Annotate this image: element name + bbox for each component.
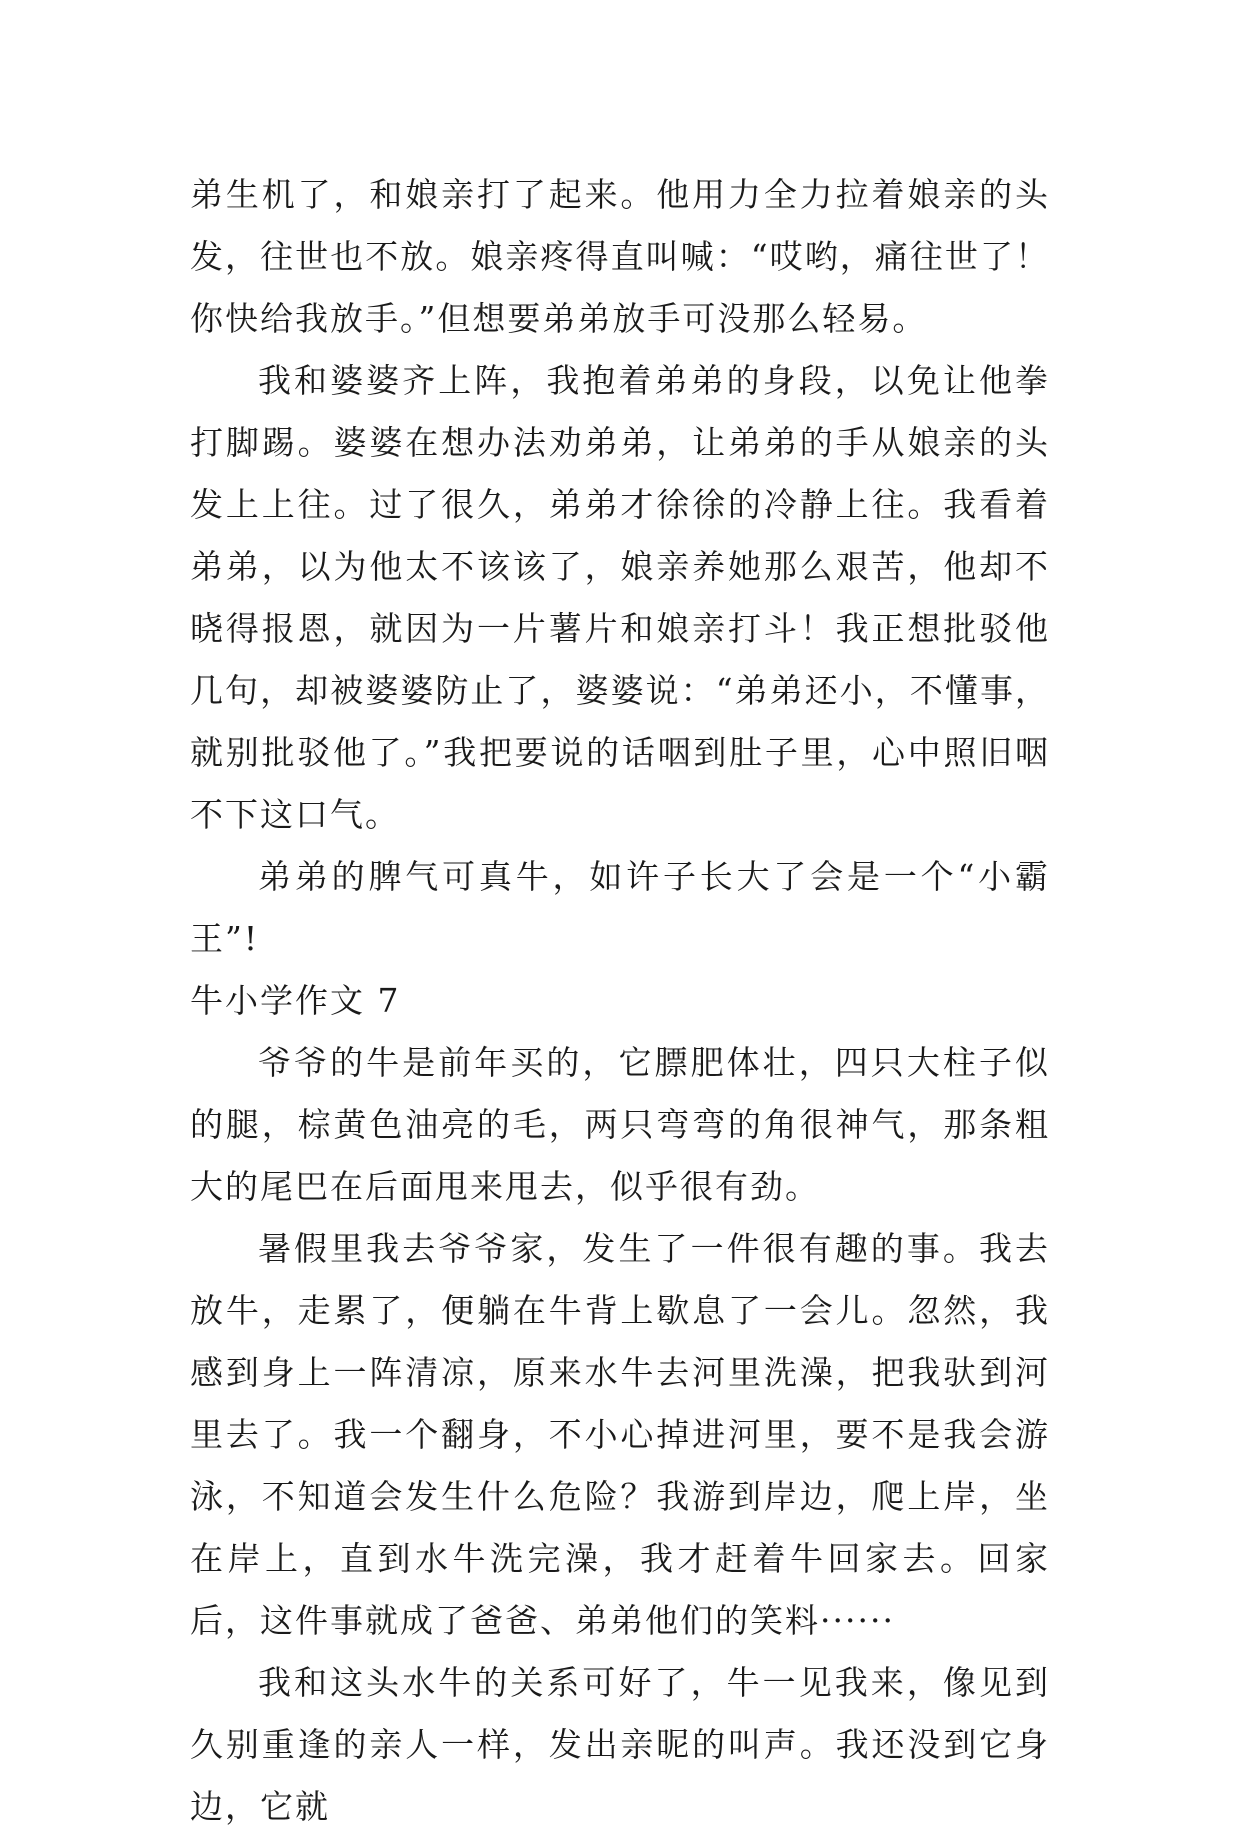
paragraph-4: 爷爷的牛是前年买的，它膘肥体壮，四只大柱子似的腿，棕黄色油亮的毛，两只弯弯的角很神气，那条粗大的尾巴在后面甩来甩去，似乎很有劲。 xyxy=(190,1043,1050,1206)
paragraph-3: 弟弟的脾气可真牛，如许子长大了会是一个“小霸王”! xyxy=(190,857,1050,958)
paragraph-6: 我和这头水牛的关系可好了，牛一见我来，像见到久别重逢的亲人一样，发出亲昵的叫声。我还没到它身边，它就 xyxy=(190,1663,1050,1826)
document-body xyxy=(190,164,1050,1838)
paragraph-2: 我和婆婆齐上阵，我抱着弟弟的身段，以免让他拳打脚踢。婆婆在想办法劝弟弟，让弟弟的手从娘亲的头发上上往。过了很久，弟弟才徐徐的冷静上往。我看着弟弟，以为他太不该该了，娘亲养她那么艰苦，他却不晓得报恩，就因为一片薯片和娘亲打斗！我正想批驳他几句，却被婆婆防止了，婆婆说：“弟弟还小，不懂事，就别批驳他了。”我把要说的话咽到肚子里，心中照旧咽不下这口气。 xyxy=(190,361,1050,834)
section-heading: 牛小学作文 7 xyxy=(190,981,401,1020)
paragraph-5: 暑假里我去爷爷家，发生了一件很有趣的事。我去放牛，走累了，便躺在牛背上歇息了一会儿。忽然，我感到身上一阵清凉，原来水牛去河里洗澡，把我驮到河里去了。我一个翻身，不小心掉进河里，要不是我会游泳，不知道会发生什么危险？我游到岸边，爬上岸，坐在岸上，直到水牛洗完澡，我才赶着牛回家去。回家后，这件事就成了爸爸、弟弟他们的笑料······ xyxy=(190,1229,1050,1640)
paragraph-1: 弟生机了，和娘亲打了起来。他用力全力拉着娘亲的头发，往世也不放。娘亲疼得直叫喊：“哎哟，痛往世了！你快给我放手。”但想要弟弟放手可没那么轻易。 xyxy=(190,175,1050,338)
